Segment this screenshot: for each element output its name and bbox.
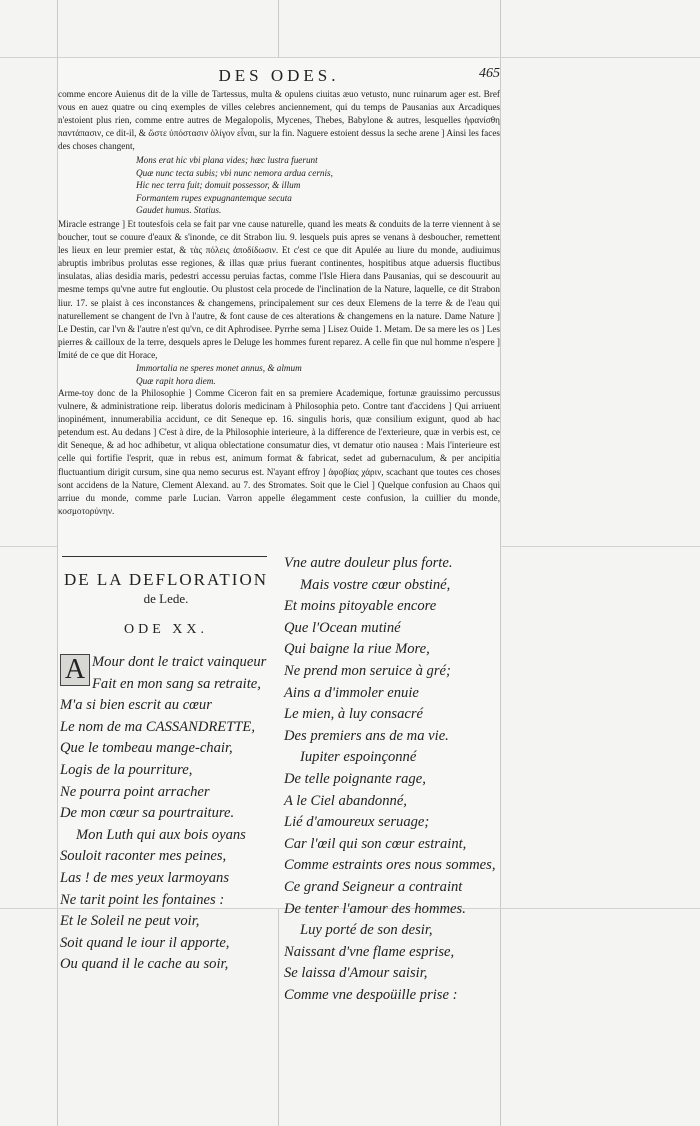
section-divider: [62, 556, 267, 557]
verse-line: Que le tombeau mange-chair,: [60, 740, 233, 757]
verse-line: Mais vostre cœur obstiné,: [300, 576, 451, 593]
verse-line: Ou quand il le cache au soir,: [60, 956, 229, 973]
verse-line: Car l'œil qui son cœur estraint,: [284, 835, 467, 852]
verse-line: De tenter l'amour des hommes.: [284, 900, 466, 917]
verse-line: Se laissa d'Amour saisir,: [284, 965, 428, 982]
page-number: 465: [479, 66, 500, 81]
ode-heading: [58, 570, 274, 607]
verse-line: Soit quand le iour il apporte,: [60, 934, 230, 951]
ode-subtitle: de Lede.: [143, 591, 189, 606]
quote-line: Mons erat hic vbi plana vides; hæc lustra fuerunt: [136, 155, 318, 166]
verse-line: Souloit raconter mes peines,: [60, 848, 227, 865]
verse-line: Ne prend mon seruice à gré;: [284, 662, 451, 679]
verse-line: Las ! de mes yeux larmoyans: [60, 869, 230, 886]
latin-quote: [136, 362, 500, 387]
verse-line: Ne tarit point les fontaines :: [60, 891, 225, 908]
verse-line: A le Ciel abandonné,: [284, 792, 407, 809]
quote-line: Immortalia ne speres monet annus, & almum: [136, 363, 302, 373]
verse-line: Comme vne despoüille prise :: [284, 986, 458, 1003]
verse-line: Iupiter espoinçonné: [300, 749, 417, 766]
commentary-paragraph: comme encore Auienus dit de la ville de Tartessus, multa & opulens ciuitas æuo vetusto, nunc ruinarum ager est. Bref vous en auez quatre ou cinq exemples de villes celebres anciennement, qui du temps de Pausanias aux Arcadiques n'estoient plus rien, comme entre autres de Megalopolis, Mycenes, Thebes, Babylone & autres, lesquelles ἠφανίσθη παντάπασιν, ce dit-il, & ὥστε ὑπόστασιν ὀλίγον εἶναι, sur la fin. Naguere estoient dessus la seche arene ] Ainsi les faces des choses changent,: [58, 89, 500, 152]
quote-line: Quæ nunc tecta subis; vbi nunc nemora ardua cernis,: [136, 167, 333, 178]
verse-line: Mon Luth qui aux bois oyans: [76, 826, 246, 843]
verse-line: M'a si bien escrit au cœur: [60, 697, 212, 714]
verse-line: Naissant d'vne flame esprise,: [284, 943, 455, 960]
verse-line: Et le Soleil ne peut voir,: [60, 913, 200, 930]
verse-line: Luy porté de son desir,: [300, 922, 433, 939]
verse-line: De telle poignante rage,: [284, 770, 426, 787]
page-header: [58, 66, 500, 88]
verse-line: Ce grand Seigneur a contraint: [284, 878, 463, 895]
quote-line: Hic nec terra fuit; domuit possessor, & illum: [136, 180, 301, 191]
running-title: DES ODES.: [218, 66, 340, 85]
commentary-paragraph: Miracle estrange ] Et toutesfois cela se fait par vne cause naturelle, quand les meats & conduits de la terre viennent à se boucher, tout se couure d'eaux & s'inonde, ce dit Strabon liu. 9. lesquels puis apres se venans à desboucher, remettent les lieux en leur premier estat, & τὰς πόλεις ἀποδίδωσιν. Et c'est ce que dit Apulée au liure du monde, audiuimus abruptis imbribus prolutas esse regiones, & illas quæ prius fuerant continentes, hospitibus atque aduersis fluctibus insulatas, alias desidia maris, pedestri accessu peruias factas, comme l'Isle Hiera dans Pausanias, qui se descouurit au mesme temps qu'vne autre fut engloutie. Ou plustost cela procede de l'inclination de la Nature, laquelle, ce dit Strabon liur. 17. se plaist à ces inconstances & changemens, principalement sur ces deux Elemens de la terre & de l'eau qui naturellement se changent de l'vn à l'autre, & font cause de ces alterations & changemens en la nature. Dame Nature ] Le Destin, car l'vn & l'autre n'est qu'vn, ce dit Aphrodisee. Pyrrhe sema ] Lisez Ouide 1. Metam. De sa mere les os ] Les pierres & cailloux de la terre, desquels apres le Deluge les hommes furent reparez. A celle fin que nul homme n'espere ] Imité de ce que dit Horace,: [58, 218, 500, 360]
verse-line: Mour dont le traict vainqueur: [92, 654, 267, 670]
verse-line: Qui baigne la riue More,: [284, 641, 430, 658]
latin-quote: [136, 154, 500, 217]
quote-line: Quæ rapit hora diem.: [136, 375, 216, 386]
verse-line: Le nom de ma CASSANDRETTE,: [60, 718, 255, 735]
verse-column-right: [284, 553, 504, 1006]
verse-line: Que l'Ocean mutiné: [284, 619, 401, 636]
drop-cap: A: [60, 654, 90, 686]
ode-number: ODE XX.: [124, 622, 208, 637]
verse-line: Logis de la pourriture,: [60, 761, 193, 778]
verse-line: Ains a d'immoler enuie: [284, 684, 419, 701]
verse-line: Vne autre douleur plus forte.: [284, 555, 453, 571]
verse-line: Fait en mon sang sa retraite,: [92, 675, 261, 692]
ode-title: DE LA DEFLORATION: [64, 570, 268, 589]
commentary-paragraph: Arme-toy donc de la Philosophie ] Comme Ciceron fait en sa premiere Academique, fortunæ grauissimo percussus vulnere, & administratione reip. liberatus doloris medicinam à Philosophia peto. Contre tant d'accidens ] Qui arriuent inopinément, innumerabilia accidunt, ce dit Seneque ep. 16. singulis horis, quæ consilium exigunt, quod ab hac petendum est. Au dedans ] C'est à dire, de la Philosophie interieure, à la difference de l'exterieure, quæ in verbis est, ce dit Seneque, & ad hoc adhibetur, vt aliqua oblectatione consumatur dies, vt dematur otio nausea : Mais l'interieure est celle qui fortifie l'esprit, quæ in rebus est, animum format & fabricat, sedet ad gubernaculum, & per ancipitia fluctuantium dirigit cursum, sine qua nemo securus est. N'ayant effroy ] ἀφοβίας χάριν, scachant que toutes ces choses sont accidens de la Nature, Clement Alexand. au 7. des Stromates. Soit que le Ciel ] Quelque confusion au Chaos qui arriue du monde, comme parle Lucian. Varron appelle élegamment ceste confusion, la cuillier du monde, κοσμοτορύνην.: [58, 388, 500, 516]
verse-column-left: [60, 652, 276, 976]
verse-line: Ne pourra point arracher: [60, 783, 210, 800]
quote-line: Formantem rupes expugnantemque secuta: [136, 192, 292, 203]
verse-line: De mon cœur sa pourtraiture.: [60, 805, 235, 822]
verse-line: Et moins pitoyable encore: [284, 598, 437, 615]
quote-line: Gaudet humus. Statius.: [136, 205, 222, 216]
verse-line: Comme estraints ores nous sommes,: [284, 857, 496, 874]
commentary-block: [58, 88, 500, 518]
verse-line: Le mien, à luy consacré: [284, 706, 424, 723]
verse-line: Des premiers ans de ma vie.: [284, 727, 449, 744]
verse-line: Lié d'amoureux seruage;: [284, 814, 430, 831]
